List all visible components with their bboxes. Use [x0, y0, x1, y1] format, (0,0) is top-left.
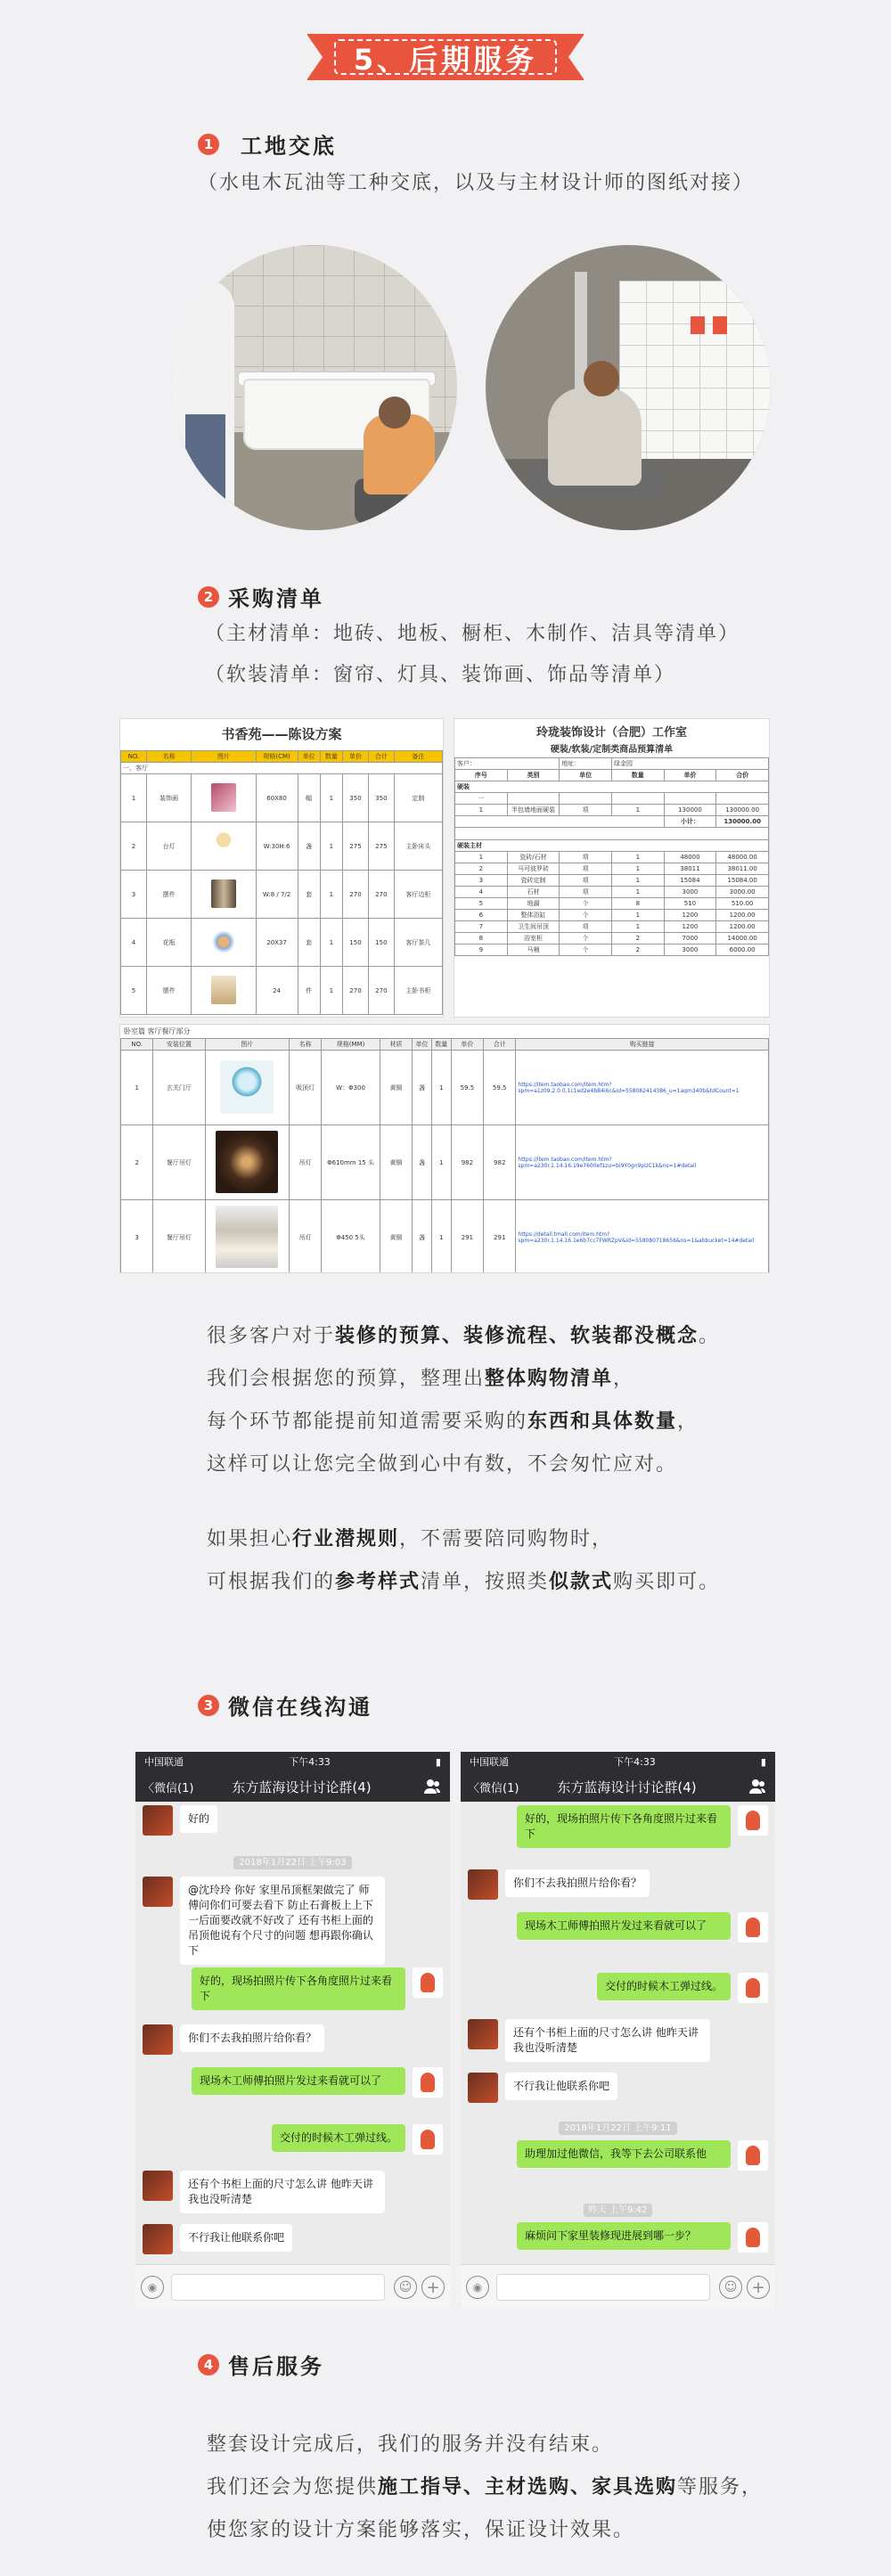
address-value: 绿金园	[611, 758, 768, 770]
lighting-purchase-sheet	[119, 1024, 770, 1273]
chat-timestamp: 2018年1月22日 上午9:03	[135, 1852, 450, 1869]
chat-message: @沈玲玲 你好 家里吊顶框架做完了 师傅问你们可要去看下 防止石膏板上上下一后面要改就不好改了 还有书柜上面的吊顶他说有个尺寸的问题 想再跟你确认下	[143, 1877, 385, 1965]
budget-subtitle: 硬装/软装/定制类商品预算清单	[550, 745, 674, 755]
table-row: 2 台灯 W:30H:6 盏 1 275 275 主卧床头	[121, 822, 443, 871]
plus-icon[interactable]: +	[421, 2276, 445, 2299]
subtotal-label: 小计：	[664, 816, 716, 828]
emoji-icon[interactable]: ☺	[719, 2276, 742, 2299]
ceiling-lamp-thumbnail	[220, 1060, 274, 1114]
col-header: NO.	[121, 751, 147, 763]
avatar[interactable]	[143, 2224, 173, 2254]
col-header: 规格(CM)	[256, 751, 298, 763]
plus-icon[interactable]: +	[747, 2276, 770, 2299]
col-header: 单位	[298, 751, 320, 763]
chat-message: 交付的时候木工弹过线。	[597, 1973, 768, 2003]
table-row: 一	[455, 793, 769, 805]
section-2-line-1: （主材清单：地砖、地板、橱柜、木制作、洁具等清单）	[205, 623, 740, 645]
table-row: 1 玄关门厅 吸顶灯 W：Φ300 黄铜 盏 1 59.5 59.5 https://item.taobao.com/item.htm?spm=a1z09.2.0.0.1c1ed2e4bB4i6c&id=558082414386_u=1aqm340b&tdCount=1	[121, 1051, 769, 1125]
chat-message: 好的，现场拍照片传下各角度照片过来看下	[517, 1805, 768, 1848]
table-row: 2 马可波罗砖 项 1 38011 38011.00	[455, 863, 769, 875]
avatar[interactable]	[143, 2024, 173, 2055]
wechat-screenshot-2	[461, 1752, 775, 2309]
table-row: 5 摆件 24 件 1 270 270 主卧书柜	[121, 967, 443, 1015]
section-1-number: 1	[198, 134, 219, 155]
back-button[interactable]: 〈微信(1)	[468, 1781, 519, 1795]
section-3-number: 3	[198, 1695, 219, 1716]
site-photo-bathtub	[172, 245, 457, 530]
chat-message: 好的，现场拍照片传下各角度照片过来看下	[192, 1967, 443, 2010]
purchase-link[interactable]: https://item.taobao.com/item.htm?spm=a1z09.2.0.0.1c1ed2e4bB4i6c&id=558082414386_u=1aqm340b&tdCount=1	[516, 1051, 769, 1125]
table-row: 4 花瓶 20X37 套 1 150 150 客厅茶几	[121, 919, 443, 967]
avatar[interactable]	[468, 2073, 498, 2103]
table-row: 3 餐厅吊灯 吊灯 Φ450 5头 黄铜 盏 1 291 291 https://detail.tmall.com/item.htm?spm=a230r.1.14.16.1e6b7cc7FWRZpV&id=558080718656&ns=1&abbucket=14#detail	[121, 1200, 769, 1274]
message-input[interactable]	[171, 2274, 385, 2301]
site-photo-tiling	[486, 245, 771, 530]
chandelier-thumbnail	[216, 1131, 278, 1193]
chat-area	[461, 1802, 775, 2264]
lamp-thumbnail	[211, 831, 236, 860]
subtotal-value: 130000.00	[716, 816, 769, 828]
section-1-header	[198, 128, 337, 159]
chat-timestamp: 2018年1月22日 上午9:11	[461, 2117, 775, 2134]
avatar[interactable]	[738, 1912, 768, 1942]
section-4-number: 4	[198, 2354, 219, 2376]
budget-category: 硬装	[455, 781, 769, 793]
chat-message: 不行我让他联系你吧	[468, 2073, 617, 2103]
avatar[interactable]	[413, 1967, 443, 1998]
avatar[interactable]	[468, 1869, 498, 1900]
decor-thumbnail	[211, 976, 236, 1004]
avatar[interactable]	[143, 2171, 173, 2201]
reference-list-paragraph: 如果担心行业潜规则，不需要陪同购物时， 可根据我们的参考样式清单，按照类似款式购买即可。	[207, 1528, 721, 1593]
purchase-link[interactable]: https://detail.tmall.com/item.htm?spm=a230r.1.14.16.1e6b7cc7FWRZpV&id=558080718656&ns=1&abbucket=14#detail	[516, 1200, 769, 1274]
address-label: 地址：	[560, 758, 612, 770]
voice-icon[interactable]: ◉	[466, 2276, 489, 2299]
avatar[interactable]	[738, 1973, 768, 2003]
chat-input-bar	[135, 2264, 450, 2309]
chat-message: 好的	[143, 1805, 217, 1836]
table-row: 5 地漏 个 8 510 510.00	[455, 898, 769, 910]
emoji-icon[interactable]: ☺	[394, 2276, 417, 2299]
col-header: 单价	[343, 751, 369, 763]
lighting-table: NO. 安装位置 图片 名称 规格(MM) 材质 单位 数量 单价 合计 购买链接 1 玄关门厅 吸顶灯 W：Φ300 黄铜 盏 1 59.5 59.5 https://item.taobao.com/item.htm?spm=a1z09.2.0.0.1c1ed2e4bB4i6c&id=558082414386_u=1aqm340b&tdCount=1 2 餐厅吊灯 吊灯 Φ610mm 15 头 黄铜 盏 1 982 982 https://item.taobao.com/item.htm?spm=a230r.1.14.16.19e7600ef1zu=bi9Y0gn9pUC1k&ns=1#detail 3 餐厅吊灯 吊灯 Φ450 5头 黄铜 盏 1 291 291 https://detail.tmall.com/item.htm?spm=a230r.1.14.16.1e6b7cc7FWRZpV&id=558080718656&ns=1&abbucket=14#detail	[120, 1038, 769, 1273]
col-header: 数量	[320, 751, 342, 763]
table-row: 3 瓷砖定制 项 1 15084 15084.00	[455, 875, 769, 887]
message-input[interactable]	[496, 2274, 710, 2301]
chat-title: 东方蓝海设计讨论群(4)	[557, 1779, 697, 1795]
chat-navbar	[461, 1771, 775, 1802]
painting-thumbnail	[211, 783, 236, 812]
chat-input-bar	[461, 2264, 775, 2309]
status-bar: 中国联通 下午4:33 ▮	[461, 1752, 775, 1771]
col-header: 图片	[192, 751, 256, 763]
section-4-header	[198, 2349, 324, 2380]
battery-icon: ▮	[760, 1755, 766, 1768]
col-header: 备注	[394, 751, 442, 763]
avatar[interactable]	[143, 1877, 173, 1907]
chat-message: 现场木工师傅拍照片发过来看就可以了	[517, 1912, 768, 1942]
col-header: 合计	[368, 751, 394, 763]
avatar[interactable]	[413, 2124, 443, 2155]
voice-icon[interactable]: ◉	[141, 2276, 164, 2299]
group-members-icon[interactable]	[748, 1779, 766, 1795]
budget-category: 硬装主材	[455, 840, 769, 852]
furnishing-plan-table	[120, 750, 443, 1015]
section-2-line-2: （软装清单：窗帘、灯具、装饰画、饰品等清单）	[205, 664, 676, 686]
table-row: 1 瓷砖/石材 项 1 48000 48000.00	[455, 852, 769, 863]
after-sales-paragraph: 整套设计完成后，我们的服务并没有结束。 我们还会为您提供施工指导、主材选购、家具选购等服务， 使您家的设计方案能够落实，保证设计效果。	[207, 2433, 764, 2541]
table-row: 9 马桶 个 2 3000 6000.00	[455, 945, 769, 956]
section-banner	[307, 25, 584, 87]
avatar[interactable]	[468, 2019, 498, 2049]
chat-message: 现场木工师傅拍照片发过来看就可以了	[192, 2067, 443, 2098]
chat-message: 你们不去我拍照片给你看？	[143, 2024, 324, 2055]
furnishing-plan-sheet	[119, 718, 444, 1018]
table-row: 6 整体浴缸 个 1 1200 1200.00	[455, 910, 769, 921]
status-bar: 中国联通 下午4:33 ▮	[135, 1752, 450, 1771]
section-2-header	[198, 581, 324, 612]
section-1-desc: （水电木瓦油等工种交底，以及与主材设计师的图纸对接）	[198, 172, 755, 194]
chat-message: 不行我让他联系你吧	[143, 2224, 292, 2254]
lighting-sheet-title: 卧室篇 客厅餐厅部分	[124, 1027, 191, 1035]
table-section-label: 一、客厅	[121, 763, 443, 774]
chat-area	[135, 1802, 450, 2264]
section-2-number: 2	[198, 586, 219, 608]
chat-message: 还有个书柜上面的尺寸怎么讲 他昨天讲我也没听清楚	[143, 2171, 385, 2213]
section-1-title: 工地交底	[241, 134, 337, 159]
purchase-list-paragraph: 很多客户对于装修的预算、装修流程、软装都没概念。 我们会根据您的预算，整理出整体购物清单， 每个环节都能提前知道需要采购的东西和具体数量， 这样可以让您完全做到心中有数，不会匆忙应对。	[207, 1325, 721, 1476]
chat-message: 还有个书柜上面的尺寸怎么讲 他昨天讲我也没听清楚	[468, 2019, 710, 2062]
chat-timestamp: 昨天 上午9:42	[461, 2199, 775, 2216]
chat-message: 你们不去我拍照片给你看？	[468, 1869, 650, 1900]
budget-table: 客户： 地址： 绿金园 序号 类别 单位 数量 单价 合价 硬装 一 1 半包墙地面硬装 项 1 130000 130000.00 小计： 130000.00 硬装主材 1 瓷砖/石材 项 1 48000 48000.00 2 马可波罗砖 项 1 38011 38011.00 3 瓷砖定制 项 1 15084 15084.00 4 石材 项 1 3000 3000.00 5 地漏 个 8 510 510.00 6 整体浴缸 个 1 1200 1200.00 7 卫生间吊顶 项 1 1200 1200.00 8 浴室柜 个 2 7000 14000.00 9 马桶 个 2 3000 6000.00	[454, 757, 769, 956]
table-row: 8 浴室柜 个 2 7000 14000.00	[455, 933, 769, 945]
pendant-lamp-thumbnail	[216, 1206, 278, 1268]
budget-list-sheet	[454, 718, 770, 1018]
chat-title: 东方蓝海设计讨论群(4)	[232, 1779, 372, 1795]
table-row: 1 半包墙地面硬装 项 1 130000 130000.00	[455, 805, 769, 816]
chat-navbar	[135, 1771, 450, 1802]
avatar[interactable]	[738, 2222, 768, 2253]
client-label: 客户：	[455, 758, 560, 770]
table-row: 4 石材 项 1 3000 3000.00	[455, 887, 769, 898]
avatar[interactable]	[413, 2067, 443, 2098]
avatar[interactable]	[738, 2140, 768, 2171]
avatar[interactable]	[143, 1805, 173, 1836]
budget-studio-title: 玲珑装饰设计（合肥）工作室	[535, 726, 687, 740]
table-row: 2 餐厅吊灯 吊灯 Φ610mm 15 头 黄铜 盏 1 982 982 https://item.taobao.com/item.htm?spm=a230r.1.14.16.19e7600ef1zu=bi9Y0gn9pUC1k&ns=1#detail	[121, 1125, 769, 1200]
furnishing-plan-title: 书香苑——陈设方案	[221, 726, 342, 742]
section-3-header	[198, 1689, 372, 1721]
group-members-icon[interactable]	[423, 1779, 441, 1795]
chat-message: 交付的时候木工弹过线。	[272, 2124, 443, 2155]
chat-message: 助理加过他微信，我等下去公司联系他	[517, 2140, 768, 2171]
table-row: 7 卫生间吊顶 项 1 1200 1200.00	[455, 921, 769, 933]
table-row: 1 装饰画 60X80 幅 1 350 350 定制	[121, 774, 443, 822]
vase-thumbnail	[211, 928, 236, 956]
section-2-title: 采购清单	[228, 586, 324, 611]
wechat-screenshot-1	[135, 1752, 450, 2309]
chat-message: 麻烦问下家里装修现进展到哪一步？	[517, 2222, 768, 2253]
ornament-thumbnail	[211, 879, 236, 908]
battery-icon: ▮	[435, 1755, 441, 1768]
section-4-title: 售后服务	[228, 2354, 324, 2379]
section-3-title: 微信在线沟通	[228, 1695, 372, 1720]
table-row: 3 摆件 W:8 / 7/2 套 1 270 270 客厅边柜	[121, 871, 443, 919]
back-button[interactable]: 〈微信(1)	[143, 1781, 194, 1795]
avatar[interactable]	[738, 1805, 768, 1836]
banner-title: 5、后期服务	[353, 43, 538, 77]
col-header: 名称	[146, 751, 192, 763]
purchase-link[interactable]: https://item.taobao.com/item.htm?spm=a230r.1.14.16.19e7600ef1zu=bi9Y0gn9pUC1k&ns=1#detail	[516, 1125, 769, 1200]
